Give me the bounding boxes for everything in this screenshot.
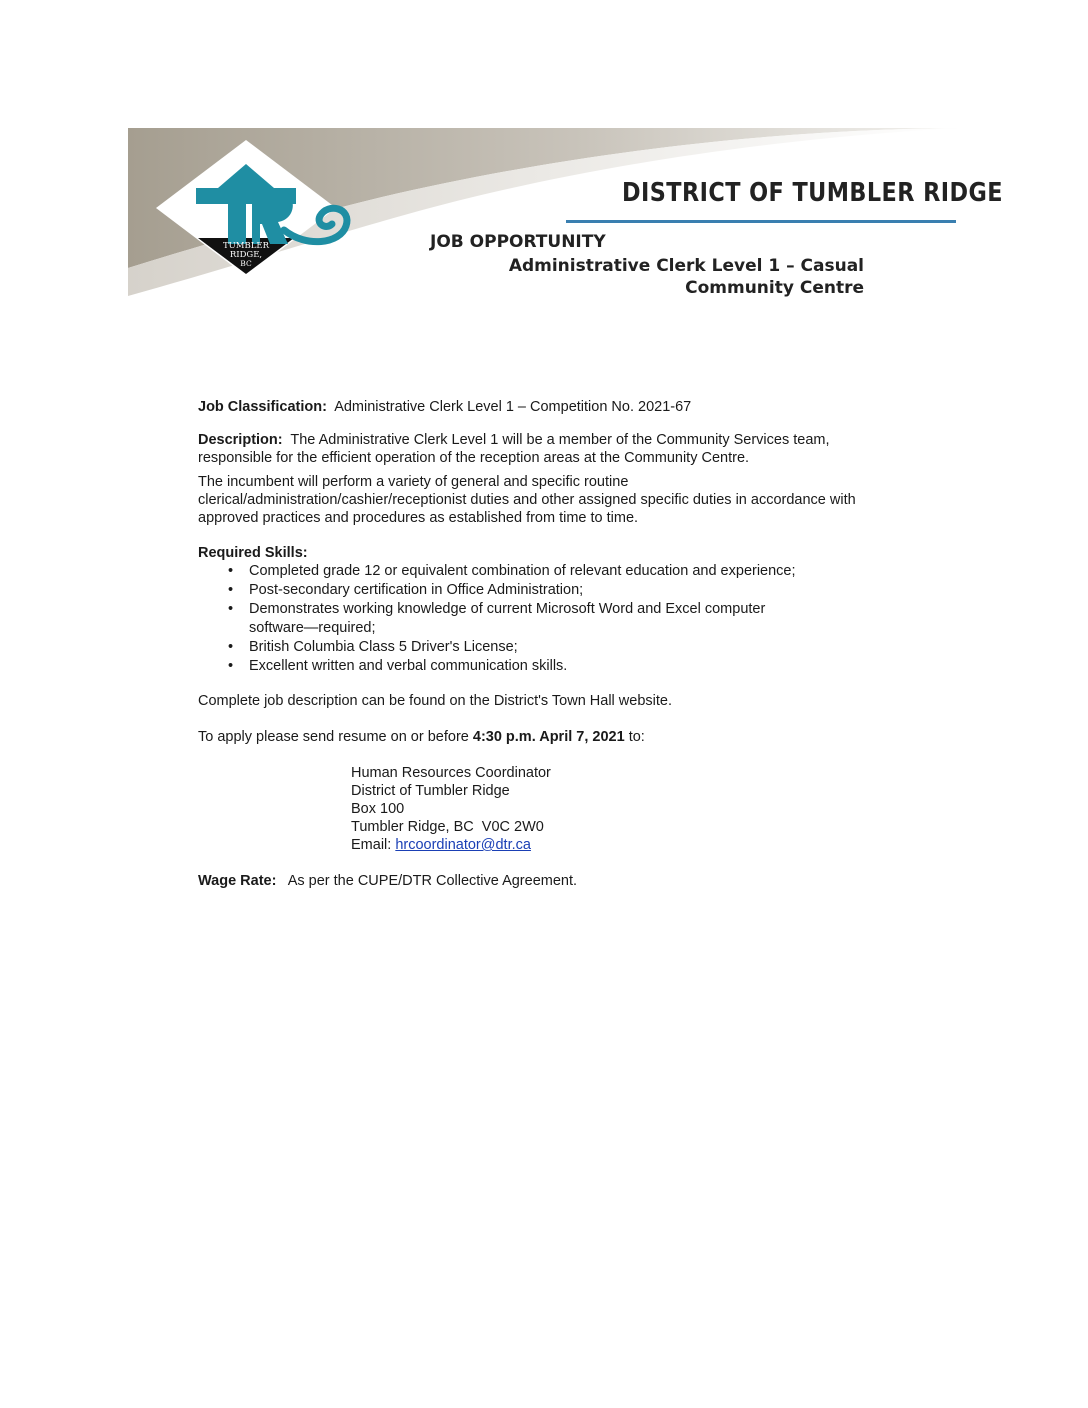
email-link[interactable]: hrcoordinator@dtr.ca xyxy=(395,837,531,853)
address-line3: Box 100 xyxy=(351,801,405,817)
list-item: • Completed grade 12 or equivalent combination of relevant education and experience; xyxy=(228,562,858,581)
description-label: Description: xyxy=(198,432,283,448)
logo-caption-line2: RIDGE, xyxy=(229,250,263,260)
wage-label: Wage Rate: xyxy=(198,873,277,889)
apply-prefix: To apply please send resume on or before xyxy=(198,729,473,745)
email-line xyxy=(351,836,858,854)
description-para2: The incumbent will perform a variety of general and specific routine clerical/administration/cashier/receptionist duties and other assigned specific duties in accordance with approved practices and procedures as established from time to time. xyxy=(198,474,856,526)
classification-value: Administrative Clerk Level 1 – Competition No. 2021-67 xyxy=(334,399,692,415)
classification-label: Job Classification: xyxy=(198,399,327,415)
skills-list xyxy=(198,562,858,676)
tumbler-ridge-logo xyxy=(156,140,356,276)
logo-caption-line1: TUMBLER xyxy=(222,241,270,251)
wage-value: As per the CUPE/DTR Collective Agreement. xyxy=(287,873,578,889)
logo-caption-line3: BC xyxy=(240,259,252,268)
job-location: Community Centre xyxy=(685,278,864,298)
job-title: Administrative Clerk Level 1 – Casual xyxy=(508,256,864,276)
website-note: Complete job description can be found on the District's Town Hall website. xyxy=(198,693,672,709)
address-line4: Tumbler Ridge, BC V0C 2W0 xyxy=(351,819,544,835)
posting-body xyxy=(198,398,858,890)
skills-heading: Required Skills: xyxy=(198,545,308,561)
wage-rate xyxy=(198,872,858,890)
letterhead xyxy=(128,128,1003,300)
address-line1: Human Resources Coordinator xyxy=(351,765,551,781)
apply-deadline: 4:30 p.m. April 7, 2021 xyxy=(472,729,625,745)
apply-suffix: to: xyxy=(624,729,645,745)
description-text: The Administrative Clerk Level 1 will be a member of the Community Services team, responsible for the efficient operation of the reception areas at the Community Centre. xyxy=(198,432,830,466)
description xyxy=(198,431,858,467)
list-item: • Post-secondary certification in Office Administration; xyxy=(228,581,858,600)
classification xyxy=(198,398,858,416)
address-line2: District of Tumbler Ridge xyxy=(351,783,510,799)
list-item: • Demonstrates working knowledge of current Microsoft Word and Excel computer software—required; xyxy=(228,600,858,638)
list-item: • Excellent written and verbal communication skills. xyxy=(228,657,858,676)
header-rule xyxy=(566,220,956,223)
email-label: Email: xyxy=(351,837,396,853)
list-item: • British Columbia Class 5 Driver's License; xyxy=(228,638,858,657)
district-name: DISTRICT OF TUMBLER RIDGE xyxy=(622,178,1003,208)
mailing-address xyxy=(351,764,858,854)
job-opportunity-heading: JOB OPPORTUNITY xyxy=(430,232,606,252)
apply-instructions xyxy=(198,728,858,746)
